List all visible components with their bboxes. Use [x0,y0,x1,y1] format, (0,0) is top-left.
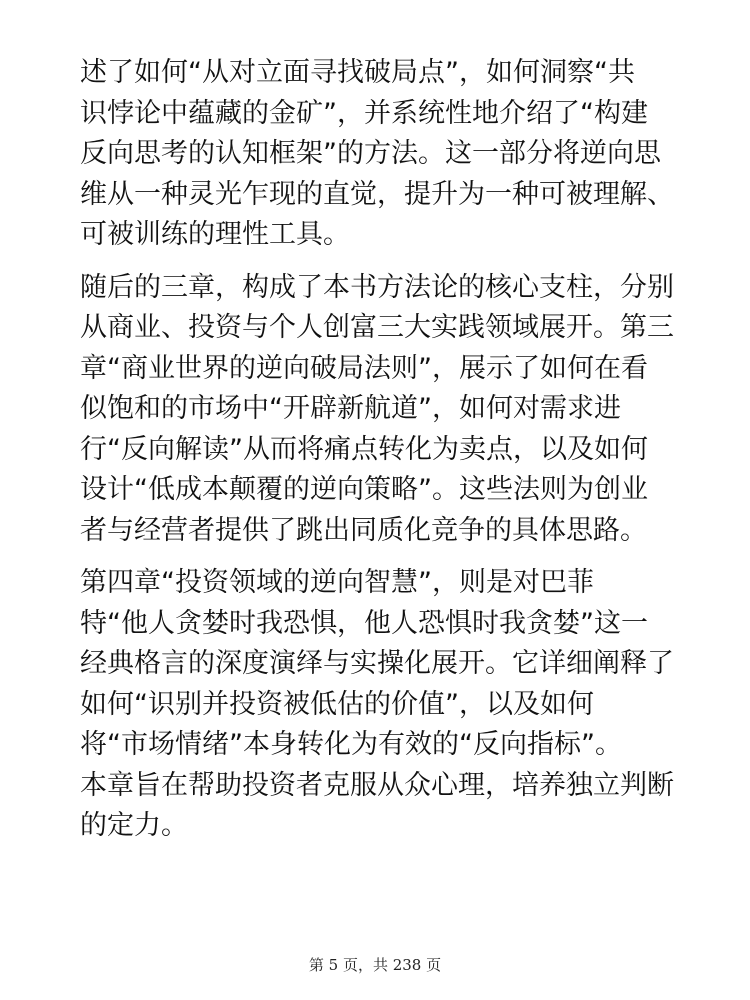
paragraph-3 [80,563,680,847]
paragraph-1 [80,53,680,256]
text-line: 本章旨在帮助投资者克服从众心理，培养独立判断 [80,769,674,801]
text-line: 如何“识别并投资被低估的价值”，以及如何 [80,688,594,720]
text-line: 经典格言的深度演绎与实操化展开。它详细阐释了 [80,648,674,679]
text-line: 维从一种灵光乍现的直觉，提升为一种可被理解、 [80,178,674,210]
text-line: 第四章“投资领域的逆向智慧”，则是对巴菲 [80,567,594,598]
body-text [80,53,680,859]
text-line: 述了如何“从对立面寻找破局点”，如何洞察“共 [80,57,635,88]
text-line: 将“市场情绪”本身转化为有效的“反向指标”。 [80,729,622,760]
text-line: 章“商业世界的逆向破局法则”，展示了如何在看 [80,352,648,384]
text-line: 设计“低成本颠覆的逆向策略”。这些法则为创业 [80,474,648,505]
text-line: 反向思考的认知框架”的方法。这一部分将逆向思 [80,138,661,169]
text-line: 可被训练的理性工具。 [80,219,350,250]
text-line: 似饱和的市场中“开辟新航道”，如何对需求进 [80,393,621,424]
paragraph-2 [80,268,680,552]
text-line: 识悖论中蕴藏的金矿”，并系统性地介绍了“构建 [80,97,648,129]
text-line: 随后的三章，构成了本书方法论的核心支柱，分别 [80,271,674,303]
text-line: 者与经营者提供了跳出同质化竞争的具体思路。 [80,514,647,546]
text-line: 行“反向解读”从而将痛点转化为卖点，以及如何 [80,433,648,465]
text-line: 的定力。 [80,810,188,841]
page-number-footer: 第 5 页，共 238 页 [308,956,442,974]
text-line: 特“他人贪婪时我恐惧，他人恐惧时我贪婪”这一 [80,607,648,639]
text-line: 从商业、投资与个人创富三大实践领域展开。第三 [80,312,674,343]
